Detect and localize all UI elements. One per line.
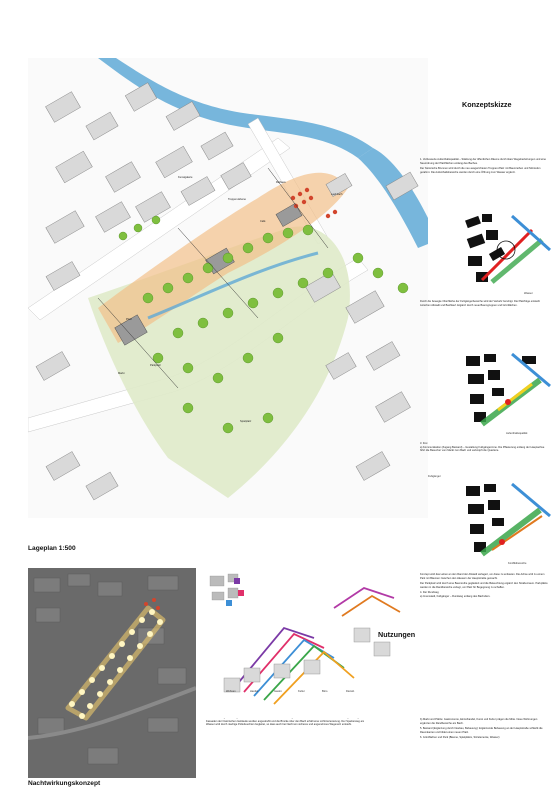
- map-label-markt: Markt: [118, 372, 125, 375]
- map-label-platz: Platz: [126, 318, 132, 321]
- sketch-3-caption: Konfliktbereiche: [508, 562, 527, 565]
- map-label-kunst: Kunstgalerie: [178, 176, 193, 179]
- usage-label-c: Gastro: [274, 690, 282, 693]
- sketch-3-label: Fußgänger: [428, 475, 441, 478]
- konzept-paragraph-5: b) Markt und Plätze: Gastronomie, Einzelhandel, Kunst und Kultur prägen die Mitte. Neue Wohnungen ergänzen die Randbereiche am Bach. 5. Bestand (Ergänzung durch Neubau, Bebauung): Ergänzende Bebauung an der Hauptstraße schließt die Raumkanten und bildet einen neuen Platz. 6. Grünflächen und Park (Bäume, Spielplätze, Sitzelemente, Wasser): [420, 718, 543, 740]
- map-label-cafe: Café: [260, 220, 266, 223]
- usage-label-d: Kultur: [298, 690, 305, 693]
- nacht-description: Fassaden der historischen Gebäude werden angestrahlt und die Brücke über den Bach erhält eine Lichtinszenierung. Der Spazierweg am Wasser wird durch niedrige Pollerleuchten begleitet, so dass auch bei Nacht ein sicheres und angenehmes Wegenetz entsteht.: [206, 719, 365, 727]
- konzept-paragraph-4: Konzept wird das Leben an den Rand der Altstadt verlagert, um diese zu entlasten. Die Achse wird zu einem Park mit Bäumen zwischen den Häusern der Hauptstraße gemacht. Der Parkplatz wird durch eine Baumreihe gegliedert und die Beleuchtung ergänzt den Straßenraum. Parkplätze werden in die Randbereiche verlegt, um Platz für Begegnung zu schaffen. 4. Der Rundweg a) Innenstadt, Fußgänger – Rundweg entlang des Bachufers.: [420, 573, 548, 598]
- usage-label-a: Wohnen: [226, 690, 236, 693]
- usage-label-b: Handel: [250, 690, 259, 693]
- night-concept-map: [28, 568, 196, 778]
- map-label-parkplatz: Parkplatz: [150, 364, 161, 367]
- konzept-paragraph-2: Durch die bewegte Oberfläche der Fußgängerbereiche wird der Verkehr beruhigt. Die Platzfolge entsteht zwischen Altstadt und Bachlauf. Ergänzt durch neue Baumgruppen und Grünflächen.: [420, 300, 540, 307]
- nutzungen-title: Nutzungen: [378, 630, 416, 639]
- concept-sketch-3: [462, 480, 552, 560]
- sketch-1-caption: Wasser: [524, 292, 533, 295]
- usage-diagram: [204, 568, 404, 718]
- concept-sketch-2: [462, 350, 552, 430]
- map-label-spielplatz: Spielplatz: [240, 420, 252, 423]
- konzept-paragraph-3: 3. Frei a) Kommunikation (Zugang Bestand) – Gestaltung Fußgängerzone. Die Pflasterung entlang der Hauptachse führt die Besucher vom Markt zum Bach und verknüpft die Quartiere.: [420, 442, 545, 453]
- usage-label-f: Dienstl.: [346, 690, 355, 693]
- map-label-treppe: Treppen-Ebene: [228, 198, 246, 201]
- konzeptskizze-title: Konzeptskizze: [462, 100, 512, 109]
- site-plan: [28, 58, 428, 518]
- lageplan-title: Lageplan 1:500: [28, 545, 76, 552]
- usage-label-e: Büro: [322, 690, 328, 693]
- sketch-2-caption: Aufenthaltsqualität: [506, 432, 528, 435]
- map-label-laufachbach: Lauf.bach: [331, 193, 343, 196]
- concept-sketch-1: [462, 210, 552, 290]
- konzept-paragraph-1: 1. Verbesserte Aufenthaltsqualität – Stärkung der öffentlichen Räume durch klare Wegebeziehungen und eine Neuordnung der Platzflächen entlang des Baches. Der historische Brunnen wird durch die neu ausgerichteten Treppen-Platz mit Baumreihen und Sitzstufen gerahmt. Die Aufenthaltsbereiche werden durch eine Öffnung zum Wasser ergänzt.: [420, 158, 546, 174]
- map-label-rathaus: Rathaus: [276, 181, 286, 184]
- nachtwirkung-title: Nachtwirkungskonzept: [28, 780, 101, 787]
